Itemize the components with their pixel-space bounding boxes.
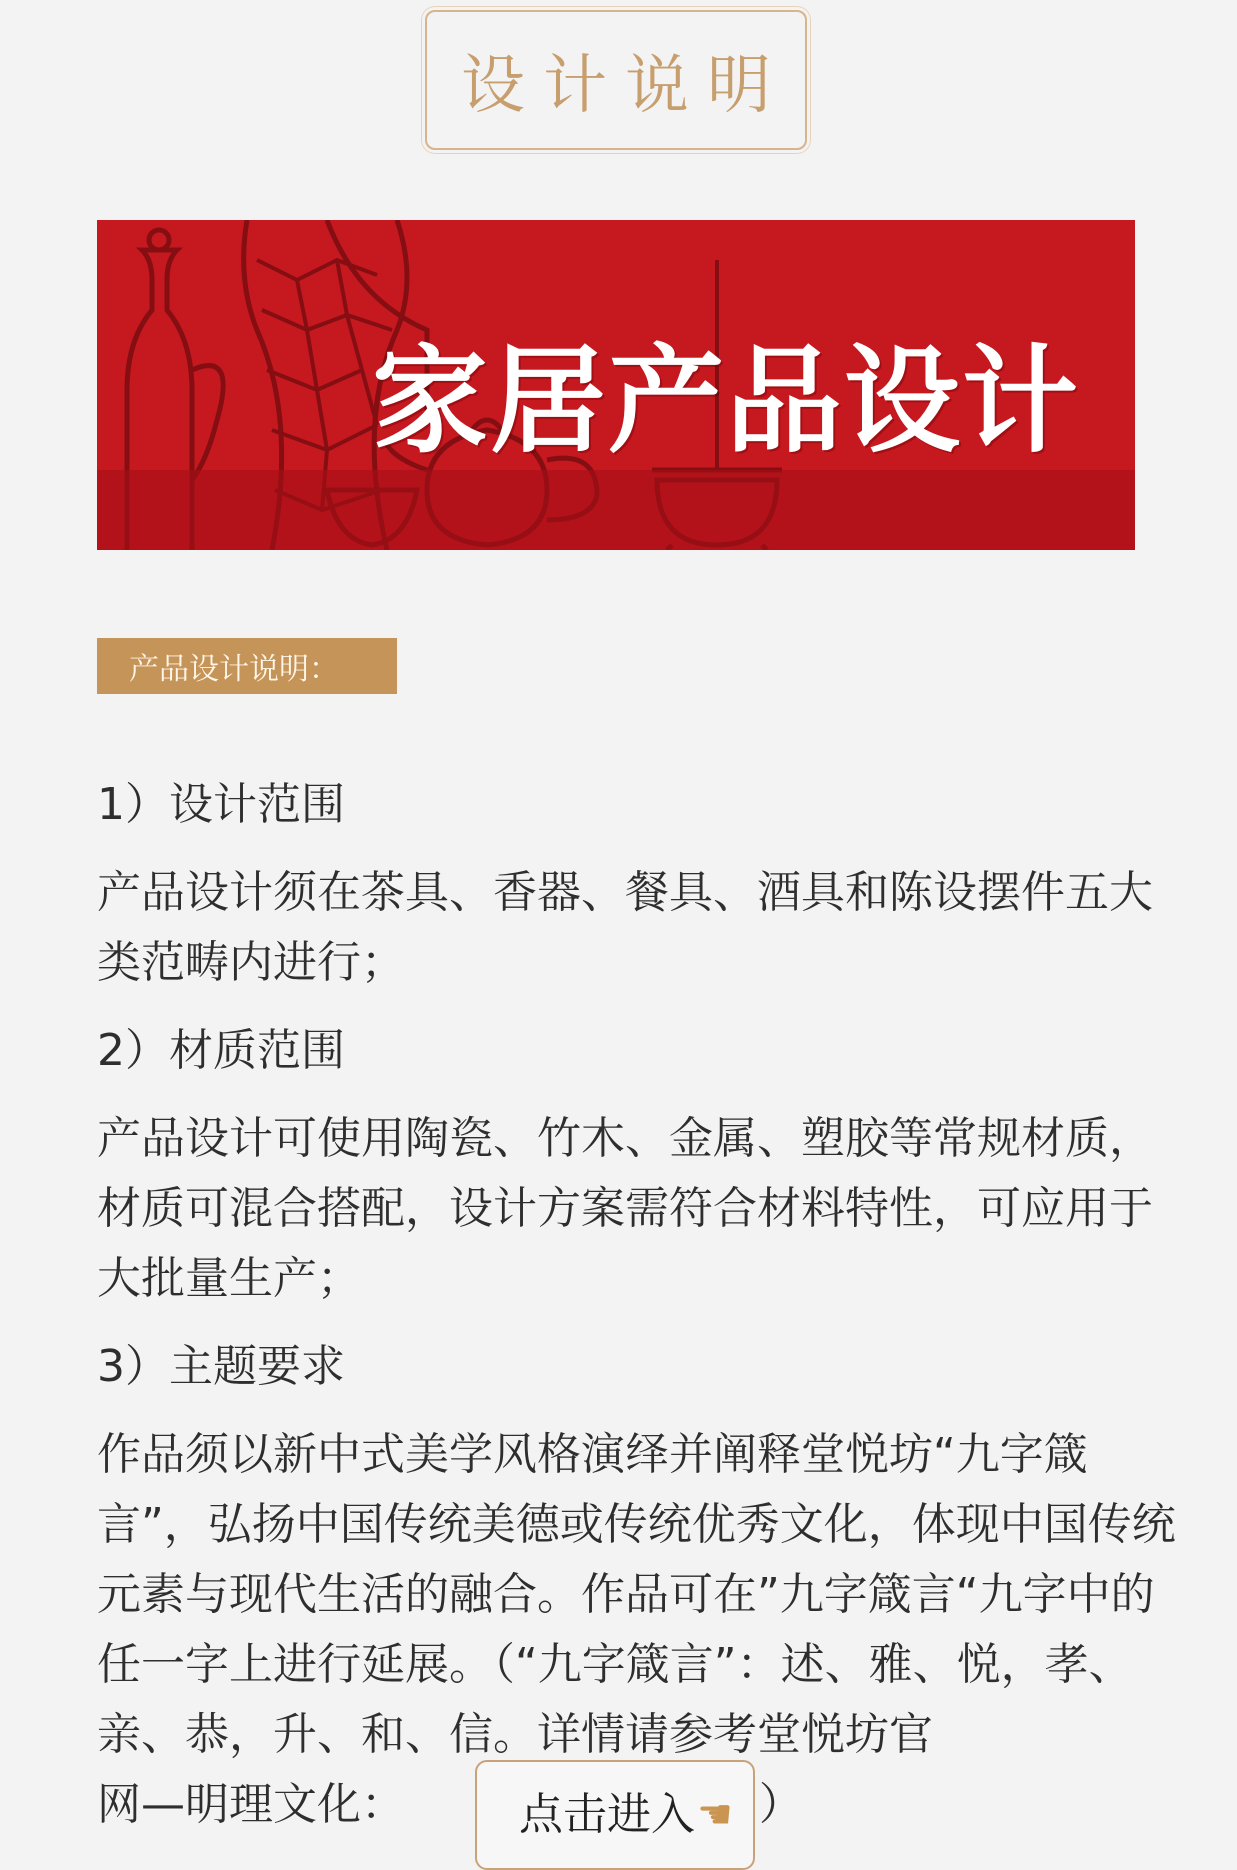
- section-body-theme: 作品须以新中式美学风格演绎并阐释堂悦坊“九字箴言”，弘扬中国传统美德或传统优秀文化，体现中国传统元素与现代生活的融合。作品可在”九字箴言“九字中的任一字上进行延展。（“九字箴言”：述、雅、悦，孝、亲、恭，升、和、信。详情请参考堂悦坊官: [97, 1429, 1176, 1760]
- section-heading-scope: 1）设计范围: [97, 779, 345, 830]
- enter-button[interactable]: [475, 1760, 755, 1870]
- banner-title: 家居产品设计: [372, 333, 1080, 469]
- closing-paren: ）: [758, 1779, 803, 1830]
- pointing-hand-icon: ☚: [697, 1792, 733, 1838]
- section-heading-theme: 3）主题要求: [97, 1341, 345, 1392]
- section-body-material: 产品设计可使用陶瓷、竹木、金属、塑胶等常规材质，材质可混合搭配，设计方案需符合材料特性，可应用于大批量生产；: [97, 1113, 1153, 1304]
- section-body-scope: 产品设计须在茶具、香器、餐具、酒具和陈设摆件五大类范畴内进行；: [97, 867, 1153, 988]
- enter-button-label: 点击进入: [519, 1789, 695, 1840]
- section-label: 产品设计说明：: [97, 638, 397, 694]
- content-body: [97, 770, 1177, 1840]
- official-site-line: [97, 1770, 1177, 1840]
- section-heading-material: 2）材质范围: [97, 1025, 345, 1076]
- banner-image: [97, 220, 1135, 550]
- page-title: 设计说明: [425, 10, 807, 150]
- official-site-prefix: 网—明理文化：: [97, 1779, 405, 1830]
